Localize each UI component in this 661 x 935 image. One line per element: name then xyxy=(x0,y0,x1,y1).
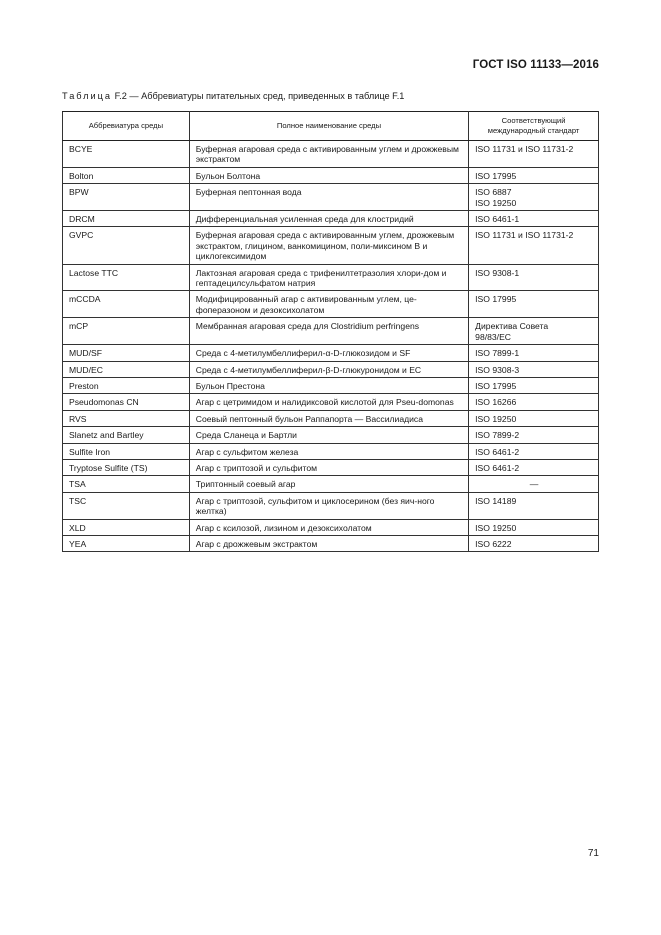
cell-abbreviation: MUD/SF xyxy=(63,345,190,361)
cell-full-name: Дифференциальная усиленная среда для клостридий xyxy=(189,211,468,227)
cell-standard: ISO 11731 и ISO 11731-2 xyxy=(469,227,599,264)
table-caption-text: F.2 — Аббревиатуры питательных сред, приведенных в таблице F.1 xyxy=(112,91,405,101)
cell-standard: ISO 6887 ISO 19250 xyxy=(469,184,599,211)
cell-standard: — xyxy=(469,476,599,492)
cell-full-name: Буферная пептонная вода xyxy=(189,184,468,211)
cell-full-name: Агар с сульфитом железа xyxy=(189,443,468,459)
table-header-row xyxy=(63,112,599,141)
cell-abbreviation: YEA xyxy=(63,535,190,551)
cell-standard: ISO 17995 xyxy=(469,167,599,183)
table-row xyxy=(63,345,599,361)
table-row xyxy=(63,141,599,168)
table-row xyxy=(63,427,599,443)
cell-full-name: Триптонный соевый агар xyxy=(189,476,468,492)
cell-full-name: Лактозная агаровая среда с трифенилтетразолия хлори-дом и гептадецилсульфатом натрия xyxy=(189,264,468,291)
cell-standard: ISO 7899-1 xyxy=(469,345,599,361)
table-row xyxy=(63,211,599,227)
document-standard-header: ГОСТ ISO 11133—2016 xyxy=(472,59,599,71)
cell-abbreviation: Preston xyxy=(63,377,190,393)
cell-full-name: Мембранная агаровая среда для Clostridium perfringens xyxy=(189,318,468,345)
cell-standard: ISO 6461-2 xyxy=(469,443,599,459)
cell-abbreviation: RVS xyxy=(63,410,190,426)
cell-abbreviation: TSC xyxy=(63,492,190,519)
cell-abbreviation: MUD/EC xyxy=(63,361,190,377)
cell-standard: ISO 9308-3 xyxy=(469,361,599,377)
cell-full-name: Бульон Болтона xyxy=(189,167,468,183)
cell-abbreviation: GVPC xyxy=(63,227,190,264)
cell-abbreviation: mCCDA xyxy=(63,291,190,318)
cell-standard: Директива Совета 98/83/ЕС xyxy=(469,318,599,345)
column-header-standard: Соответствующий международный стандарт xyxy=(469,112,599,141)
column-header-full-name: Полное наименование среды xyxy=(189,112,468,141)
cell-abbreviation: Slanetz and Bartley xyxy=(63,427,190,443)
page-number: 71 xyxy=(587,848,599,859)
cell-standard: ISO 19250 xyxy=(469,519,599,535)
cell-full-name: Буферная агаровая среда с активированным углем, дрожжевым экстрактом, глицином, ванкомицином, поли-миксином В и циклогексимидом xyxy=(189,227,468,264)
table-body xyxy=(63,141,599,552)
cell-standard: ISO 14189 xyxy=(469,492,599,519)
cell-abbreviation: Lactose TTC xyxy=(63,264,190,291)
table-row xyxy=(63,227,599,264)
table-row xyxy=(63,361,599,377)
cell-standard: ISO 17995 xyxy=(469,291,599,318)
cell-standard: ISO 9308-1 xyxy=(469,264,599,291)
media-abbreviations-table xyxy=(62,111,599,552)
table-row xyxy=(63,476,599,492)
table-row xyxy=(63,410,599,426)
cell-standard: ISO 6461-2 xyxy=(469,459,599,475)
table-row xyxy=(63,167,599,183)
cell-full-name: Агар с дрожжевым экстрактом xyxy=(189,535,468,551)
cell-full-name: Соевый пептонный бульон Раппапорта — Вассилиадиса xyxy=(189,410,468,426)
table-row xyxy=(63,291,599,318)
cell-abbreviation: Tryptose Sulfite (TS) xyxy=(63,459,190,475)
cell-full-name: Буферная агаровая среда с активированным углем и дрожжевым экстрактом xyxy=(189,141,468,168)
table-caption xyxy=(62,91,404,101)
cell-standard: ISO 19250 xyxy=(469,410,599,426)
cell-full-name: Агар с цетримидом и налидиксовой кислотой для Pseu-domonas xyxy=(189,394,468,410)
table-row xyxy=(63,492,599,519)
cell-abbreviation: DRCM xyxy=(63,211,190,227)
cell-full-name: Агар с ксилозой, лизином и дезоксихолатом xyxy=(189,519,468,535)
table-row xyxy=(63,535,599,551)
cell-abbreviation: Pseudomonas CN xyxy=(63,394,190,410)
table-row xyxy=(63,394,599,410)
table-caption-label: Таблица xyxy=(62,91,113,101)
cell-standard: ISO 17995 xyxy=(469,377,599,393)
cell-standard: ISO 11731 и ISO 11731-2 xyxy=(469,141,599,168)
table-row xyxy=(63,184,599,211)
table-row xyxy=(63,264,599,291)
cell-abbreviation: Bolton xyxy=(63,167,190,183)
cell-full-name: Среда с 4-метилумбеллиферил-β-D-глюкуронидом и ЕС xyxy=(189,361,468,377)
cell-abbreviation: BPW xyxy=(63,184,190,211)
table-row xyxy=(63,318,599,345)
cell-standard: ISO 6222 xyxy=(469,535,599,551)
cell-abbreviation: BCYE xyxy=(63,141,190,168)
table-row xyxy=(63,519,599,535)
column-header-abbreviation: Аббревиатура среды xyxy=(63,112,190,141)
cell-abbreviation: TSA xyxy=(63,476,190,492)
cell-full-name: Среда Сланеца и Бартли xyxy=(189,427,468,443)
cell-abbreviation: Sulfite Iron xyxy=(63,443,190,459)
cell-full-name: Бульон Престона xyxy=(189,377,468,393)
cell-standard: ISO 16266 xyxy=(469,394,599,410)
table-row xyxy=(63,443,599,459)
table-row xyxy=(63,377,599,393)
cell-abbreviation: XLD xyxy=(63,519,190,535)
cell-standard: ISO 7899-2 xyxy=(469,427,599,443)
cell-full-name: Агар с триптозой и сульфитом xyxy=(189,459,468,475)
table-row xyxy=(63,459,599,475)
cell-full-name: Агар с триптозой, сульфитом и циклосерином (без яич-ного желтка) xyxy=(189,492,468,519)
cell-full-name: Модифицированный агар с активированным углем, це-фоперазоном и дезоксихолатом xyxy=(189,291,468,318)
cell-full-name: Среда с 4-метилумбеллиферил-α-D-глюкозидом и SF xyxy=(189,345,468,361)
cell-abbreviation: mCP xyxy=(63,318,190,345)
cell-standard: ISO 6461-1 xyxy=(469,211,599,227)
